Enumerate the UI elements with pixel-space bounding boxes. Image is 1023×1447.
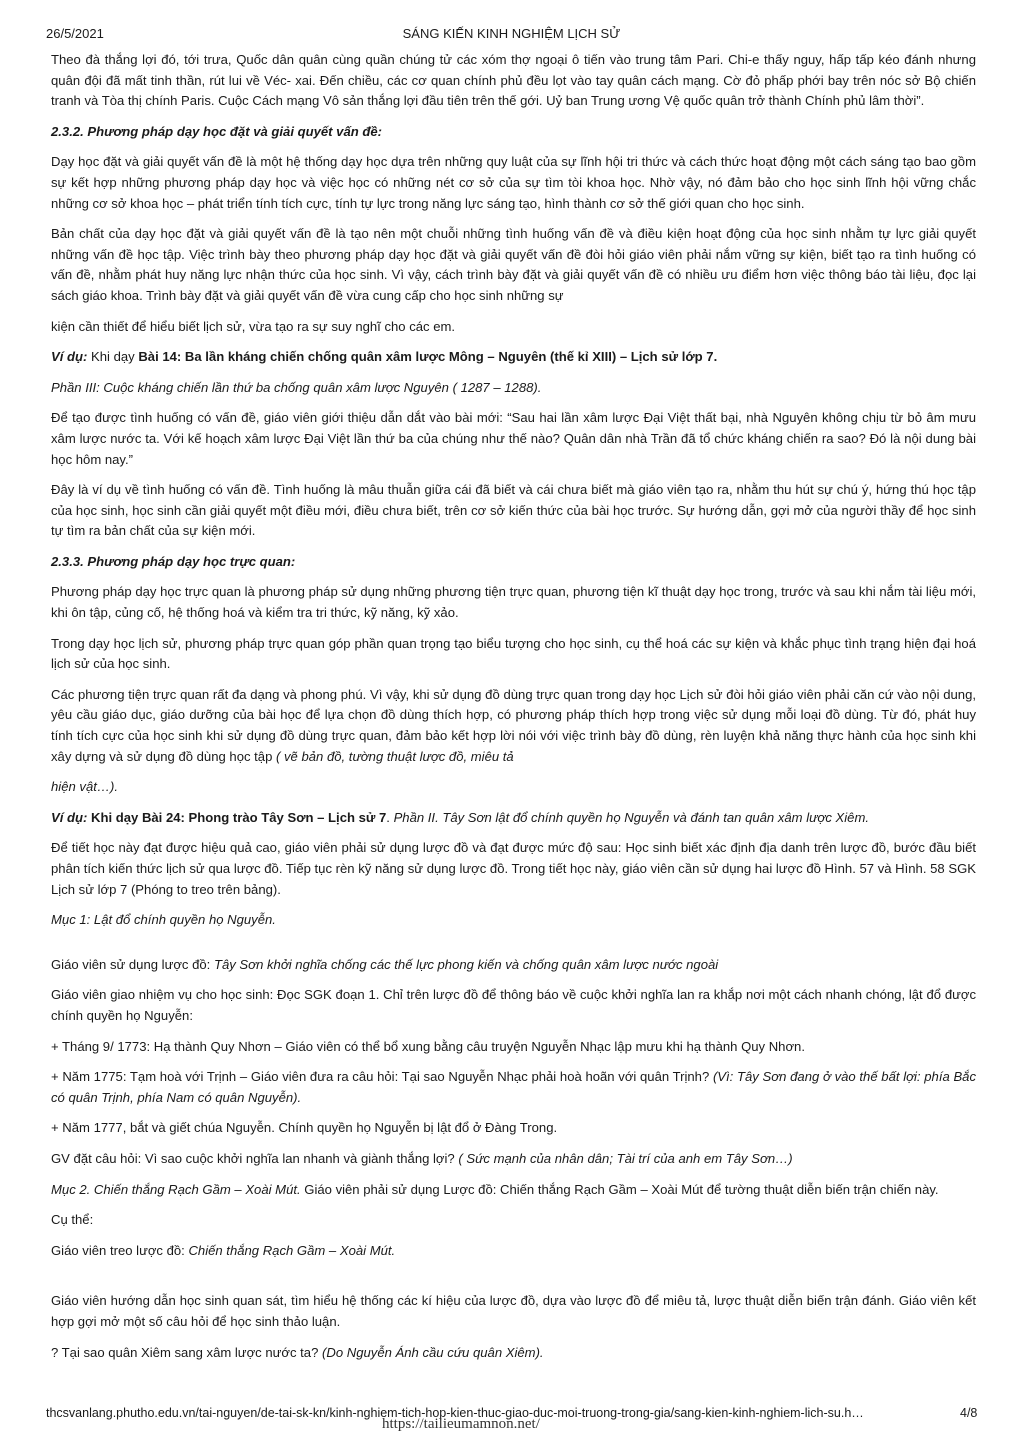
paragraph-text: . bbox=[386, 809, 394, 825]
paragraph: Bản chất của dạy học đặt và giải quyết vấn đề là tạo nên một chuỗi những tình huống vấn đề và điều kiện hoạt động của học sinh nhằm tự lực giải quyết những vấn đề học tập. Việc trình bày theo phương pháp dạy học đặt và giải quyết vấn đề đòi hỏi giáo viên phải nắm vững sự kiện, biết tạo ra tình huống có vấn đề, nhằm phát huy năng lực nhận thức của học sinh. Vì vậy, cách trình bày đặt và giải quyết vấn đề có nhiều ưu điểm hơn việc thông báo tài liệu, đọc lại sách giáo khoa. Trình bày đặt và giải quyết vấn đề vừa cung cấp cho học sinh những sự bbox=[51, 226, 976, 303]
example-label: Ví dụ: bbox=[51, 809, 88, 825]
paragraph: Phương pháp dạy học trực quan là phương pháp sử dụng những phương tiện trực quan, phương tiện kĩ thuật dạy học trong, trước và sau khi nắm tài liệu mới, khi ôn tập, củng cố, hệ thống hoá và kiểm tra tri thức, kỹ năng, kỹ xảo. bbox=[51, 584, 976, 621]
paragraph: Để tiết học này đạt được hiệu quả cao, giáo viên phải sử dụng lược đồ và đạt được mức độ sau: Học sinh biết xác định địa danh trên lược đồ, bước đầu biết phân tích kiến thức lịch sử qua lược đồ. Tiếp tục rèn kỹ năng sử dụng lược đồ. Trong tiết học này, giáo viên cần sử dụng hai lược đồ Hình. 57 và Hình. 58 SGK Lịch sử lớp 7 (Phóng to treo trên bảng). bbox=[51, 840, 976, 897]
map-title: Tây Sơn khởi nghĩa chống các thế lực phong kiến và chống quân xâm lược nước ngoài bbox=[213, 956, 719, 972]
list-item: + Tháng 9/ 1773: Hạ thành Quy Nhơn – Giáo viên có thể bổ xung bằng câu truyện Nguyễn Nhạc lập mưu khi hạ thành Quy Nhơn. bbox=[51, 1038, 805, 1054]
paragraph: Cụ thể: bbox=[51, 1212, 94, 1228]
paragraph bbox=[51, 1343, 976, 1364]
paragraph: Giáo viên giao nhiệm vụ cho học sinh: Đọc SGK đoạn 1. Chỉ trên lược đồ để thông báo về cuộc khởi nghĩa lan ra khắp nơi một cách nhanh chóng, lật đổ được chính quyền họ Nguyễn: bbox=[51, 987, 976, 1023]
paragraph bbox=[51, 1241, 976, 1262]
subsection-title: Mục 2. Chiến thắng Rạch Gầm – Xoài Mút. bbox=[51, 1181, 301, 1197]
paragraph bbox=[51, 378, 976, 399]
paragraph-text: Giáo viên phải sử dụng Lược đồ: Chiến thắng Rạch Gầm – Xoài Mút để tường thuật diễn biến trận chiến này. bbox=[300, 1181, 939, 1197]
lesson-title: Bài 14: Ba lần kháng chiến chống quân xâm lược Mông – Nguyên (thế kỉ XIII) – Lịch sử lớp 7. bbox=[138, 349, 718, 365]
answer-italic: (Vì: Tây Sơn đang ở vào thế bất lợi: phía Bắc có quân Trịnh, phía Nam có quân Nguyễn). bbox=[51, 1069, 977, 1105]
example-text: Khi dạy bbox=[87, 349, 139, 365]
paragraph-text: GV đặt câu hỏi: Vì sao cuộc khởi nghĩa lan nhanh và giành thắng lợi? bbox=[51, 1150, 459, 1166]
section-heading: 2.3.2. Phương pháp dạy học đặt và giải quyết vấn đề: bbox=[51, 123, 383, 139]
example-paragraph bbox=[51, 347, 976, 368]
paragraph bbox=[51, 1180, 976, 1201]
paragraph-italic: hiện vật…). bbox=[51, 779, 118, 795]
paragraph-text: Các phương tiện trực quan rất đa dạng và phong phú. Vì vậy, khi sử dụng đồ dùng trực quan trong dạy học Lịch sử đòi hỏi giáo viên phải căn cứ vào nội dung, yêu cầu giáo dục, giáo dưỡng của bài học để lựa chọn đồ dùng thích hợp, có phương pháp thích hợp trong việc sử dụng mỗi loại đồ dùng. Từ đó, phát huy tính tích cực của học sinh khi sử dụng đồ dùng trực quan, đảm bảo kết hợp lời nói với việc trình bày đồ dùng, rèn luyện khả năng thực hành của học sinh khi xây dựng và sử dụng đồ dùng học tập bbox=[51, 686, 976, 764]
paragraph: Đây là ví dụ về tình huống có vấn đề. Tình huống là mâu thuẫn giữa cái đã biết và cái chưa biết mà giáo viên tạo ra, nhằm thu hút sự chú ý, hứng thú học tập của học sinh, học sinh cần giải quyết một điều mới, điều chưa biết, trên cơ sở kiến thức của bài học trước. Sự hướng dẫn, gợi mở của người thầy để học sinh tự tìm ra bản chất của sự kiện mới. bbox=[51, 482, 976, 539]
part-title: Phần II. Tây Sơn lật đổ chính quyền họ Nguyễn và đánh tan quân xâm lược Xiêm. bbox=[393, 809, 869, 825]
example-label: Ví dụ: bbox=[51, 349, 88, 365]
footer-url[interactable]: thcsvanlang.phutho.edu.vn/tai-nguyen/de-tai-sk-kn/kinh-nghiem-tich-hop-kien-thuc-giao-duc-moi-truong-trong-gia/sang-kien-kinh-nghiem-lich-su.h… bbox=[46, 1406, 864, 1420]
paragraph: Theo đà thắng lợi đó, tới trưa, Quốc dân quân cùng quần chúng tử các xóm thợ ngoại ô tiến vào trung tâm Pari. Chi-e thấy nguy, hấp tấp kéo đánh nhưng quân đội đã mất tinh thần, rút lui về Véc- xai. Đến chiều, các cơ quan chính phủ đều lọt vào tay quân cách mạng. Cờ đỏ phấp phới bay trên nóc sở Bộ chiến tranh và Tòa thị chính Paris. Cuộc Cách mạng Vô sản thắng lợi đầu tiên trên thế gới. Uỷ ban Trung ương Vệ quốc quân trở thành Chính phủ lâm thời”. bbox=[51, 52, 976, 109]
paragraph-text: Giáo viên treo lược đồ: bbox=[51, 1242, 189, 1258]
paragraph bbox=[51, 955, 976, 976]
paragraph: Giáo viên hướng dẫn học sinh quan sát, tìm hiểu hệ thống các kí hiệu của lược đồ, dựa vào lược đồ để miêu tả, lược thuật diễn biến trận đánh. Giáo viên kết hợp gợi mở một số câu hỏi để học sinh thảo luận. bbox=[51, 1293, 976, 1329]
list-item bbox=[51, 1067, 976, 1108]
paragraph: Để tạo được tình huống có vấn đề, giáo viên giới thiệu dẫn dắt vào bài mới: “Sau hai lần xâm lược Đại Việt thất bại, nhà Nguyên không chịu từ bỏ âm mưu xâm lược nước ta. Với kế hoạch xâm lược Đại Việt lần thứ ba của chúng như thế nào? Quân dân nhà Trần đã tổ chức kháng chiến ra sao? Đó là nội dung bài học hôm nay.” bbox=[51, 410, 976, 467]
lesson-title: Khi dạy Bài 24: Phong trào Tây Sơn – Lịch sử 7 bbox=[87, 809, 387, 825]
paragraph: kiện cần thiết để hiểu biết lịch sử, vừa tạo ra sự suy nghĩ cho các em. bbox=[51, 318, 456, 334]
paragraph: Dạy học đặt và giải quyết vấn đề là một hệ thống dạy học dựa trên những quy luật của sự lĩnh hội tri thức và cách thức hoạt động một cách sáng tạo bao gồm sự kết hợp những phương pháp dạy học và việc học có những nét cơ sở của sự tìm tòi khoa học. Nhờ vậy, nó đảm bảo cho học sinh lĩnh hội vững chắc những cơ sở khoa học – phát triển tính tích cực, tính tự lực trong năng lực sáng tạo, hình thành cơ sở thế giới quan cho học sinh. bbox=[51, 154, 976, 211]
paragraph bbox=[51, 910, 976, 931]
paragraph-text: + Năm 1775: Tạm hoà với Trịnh – Giáo viên đưa ra câu hỏi: Tại sao Nguyễn Nhạc phải hoà hoãn với quân Trịnh? bbox=[51, 1069, 713, 1085]
document-body bbox=[51, 50, 976, 1373]
print-date: 26/5/2021 bbox=[46, 26, 104, 41]
paragraph-text: Giáo viên sử dụng lược đồ: bbox=[51, 956, 214, 972]
watermark: https://tailieumamnon.net/ bbox=[382, 1416, 540, 1432]
paragraph-italic: ( vẽ bản đồ, tường thuật lược đồ, miêu tả bbox=[276, 748, 514, 764]
answer-italic: (Do Nguyễn Ánh cầu cứu quân Xiêm). bbox=[322, 1344, 544, 1360]
paragraph: Trong dạy học lịch sử, phương pháp trực quan góp phần quan trọng tạo biểu tượng cho học sinh, cụ thể hoá các sự kiện và khắc phục tình trạng hiện đại hoá lịch sử của học sinh. bbox=[51, 635, 976, 672]
map-title: Chiến thắng Rạch Gầm – Xoài Mút. bbox=[188, 1242, 396, 1258]
section-heading: 2.3.3. Phương pháp dạy học trực quan: bbox=[51, 553, 296, 569]
subsection-title: Mục 1: Lật đổ chính quyền họ Nguyễn. bbox=[51, 912, 276, 928]
example-paragraph bbox=[51, 808, 976, 829]
list-item: + Năm 1777, bắt và giết chúa Nguyễn. Chính quyền họ Nguyễn bị lật đổ ở Đàng Trong. bbox=[51, 1120, 558, 1136]
paragraph bbox=[51, 777, 976, 798]
page-title: SÁNG KIẾN KINH NGHIỆM LỊCH SỬ bbox=[402, 26, 621, 41]
answer-italic: ( Sức mạnh của nhân dân; Tài trí của anh em Tây Sơn…) bbox=[458, 1150, 793, 1166]
paragraph bbox=[51, 685, 976, 767]
part-title: Phần III: Cuộc kháng chiến lần thứ ba chống quân xâm lược Nguyên ( 1287 – 1288). bbox=[51, 379, 542, 395]
paragraph bbox=[51, 1149, 976, 1170]
paragraph-text: ? Tại sao quân Xiêm sang xâm lược nước ta? bbox=[51, 1344, 323, 1360]
page-number: 4/8 bbox=[960, 1406, 978, 1420]
